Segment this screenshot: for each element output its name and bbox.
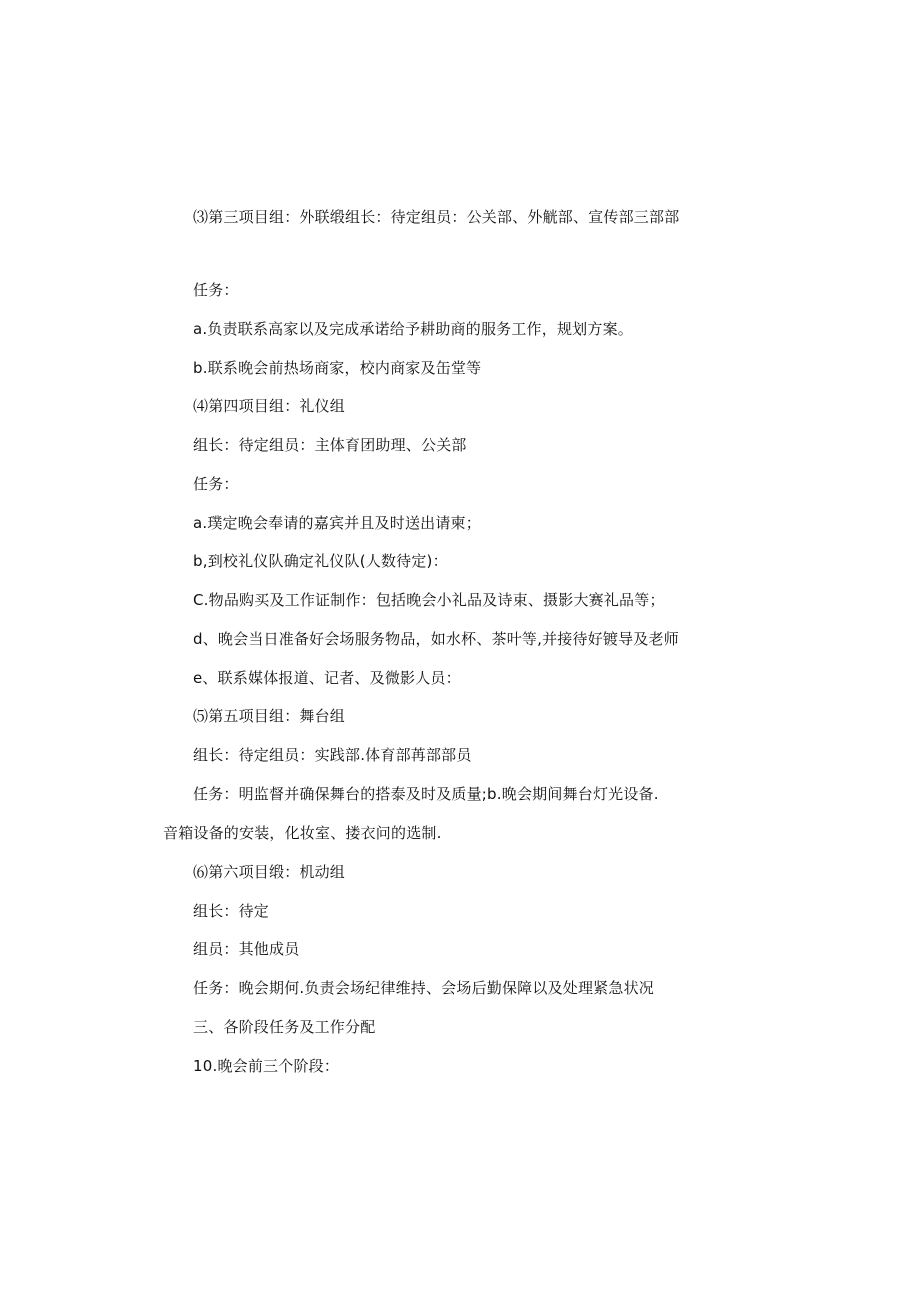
task-item: b.联系晚会前热场商家，校内商家及缶堂等 (193, 359, 482, 377)
group-leader: 组长：待定 (193, 902, 270, 920)
section-heading: 三、各阶段任务及工作分配 (193, 1018, 376, 1036)
task-label: 任务： (193, 475, 239, 493)
stage-heading: 10.晚会前三个阶段： (193, 1057, 340, 1075)
task-item: C.物品购买及工作证制作：包括晚会小礼品及诗束、摄影大赛礼品等； (193, 591, 665, 609)
group-members: 组长：待定组员：主体育团助理、公关部 (193, 436, 467, 454)
group-members: 组长：待定组员：实践部.体育部苒部部员 (193, 746, 472, 764)
group-four-heading: ⑷第四项目组：礼仪组 (193, 397, 346, 415)
group-members: 组员：其他成员 (193, 940, 300, 958)
group-three-heading: ⑶第三项目组：外联缎组长：待定组员：公关部、外觥部、宣传部三部部 (193, 208, 680, 226)
task-item: b,到校礼仪队确定礼仪队(人数待定)： (193, 552, 448, 570)
task-item: e、联系媒体报道、记者、及微影人员： (193, 669, 461, 687)
task-paragraph: 任务：明监督并确保舞台的搭泰及时及质量;b.晚会期间舞台灯光设备. (193, 785, 659, 803)
task-item: d、晚会当日准备好会场服务物品，如水杯、茶叶等,并接待好镀导及老师 (193, 630, 679, 648)
group-five-heading: ⑸第五项目组：舞台组 (193, 707, 346, 725)
group-six-heading: ⑹第六项目缎：机动组 (193, 863, 346, 881)
task-paragraph: 任务：晚会期何.负责会场纪律维持、会场后勤保障以及处理紧急状况 (193, 979, 654, 997)
task-item: a.负责联系高家以及完成承诺给予耕助商的服务工作，规划方案。 (193, 320, 633, 338)
task-label: 任务： (193, 281, 239, 299)
task-paragraph-continued: 音箱设备的安装，化妆室、搂衣问的选制. (163, 824, 442, 842)
task-item: a.璞定晚会奉请的嘉宾并且及时送出请柬； (193, 514, 481, 532)
